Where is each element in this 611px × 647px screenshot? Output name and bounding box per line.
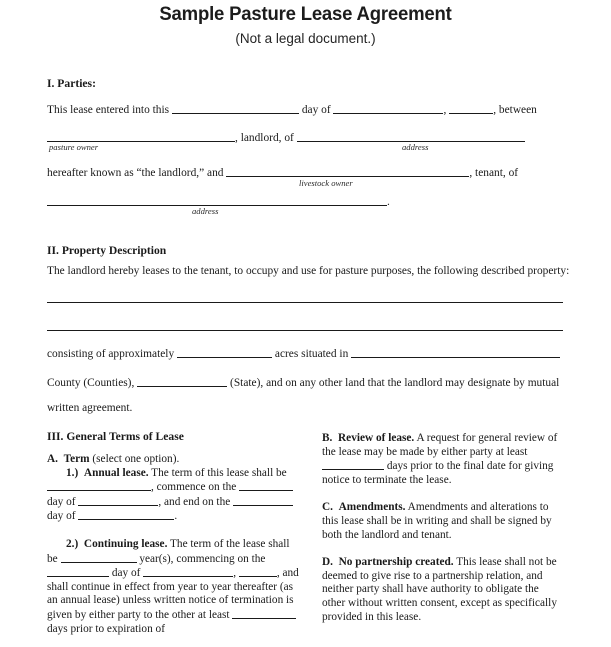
term-item-a-title: Term <box>63 453 90 465</box>
annual-end-month-blank[interactable] <box>78 509 174 520</box>
parties-line2-text-a: , landlord, of <box>235 132 294 144</box>
property-line-a-text: consisting of approximately <box>47 348 175 360</box>
section-general-terms-heading: III. General Terms of Lease <box>47 430 184 443</box>
term-item-a1-text-3: day <box>47 495 64 508</box>
parties-month-blank[interactable] <box>333 102 443 114</box>
parties-day-blank[interactable] <box>172 102 299 114</box>
term-item-a1-label: 1.) <box>66 466 79 479</box>
term-item-a2-text-7: days prior to expiration of <box>47 622 165 635</box>
term-item-c-title: Amendments. <box>338 501 406 514</box>
continuing-commence-day-blank[interactable] <box>47 566 109 577</box>
parties-landlord-address-blank[interactable] <box>297 130 525 142</box>
term-item-a1-text-2: , commence on the <box>151 481 237 494</box>
term-item-a-rest: (select one option). <box>89 453 180 465</box>
term-item-a2-text-1: The term of the lease shall be <box>47 537 290 565</box>
term-item-a2-text-4: of <box>130 567 141 580</box>
general-terms-left-column <box>47 430 303 647</box>
property-blank-line-1[interactable] <box>47 302 563 303</box>
general-terms-right-column <box>322 430 563 635</box>
parties-line4-period: . <box>387 196 390 208</box>
term-item-a2-text-6: , and shall continue in effect from year to year thereafter (as an annual lease) unless written notice of termination is given by either party to the other at least <box>47 567 299 621</box>
term-item-c-label: C. <box>322 501 333 514</box>
parties-tenant-blank[interactable] <box>226 165 469 177</box>
continuing-years-blank[interactable] <box>61 552 137 563</box>
title-block <box>0 0 611 47</box>
term-item-d-label: D. <box>322 556 333 569</box>
term-item-a <box>47 453 303 467</box>
parties-year-blank[interactable] <box>449 102 493 114</box>
term-item-a1-title: Annual lease. <box>83 466 149 479</box>
property-situated-blank[interactable] <box>351 346 560 358</box>
page-subtitle: (Not a legal document.) <box>235 31 376 46</box>
parties-line-2 <box>47 130 525 144</box>
continuing-year-blank[interactable] <box>239 566 277 577</box>
term-item-a-label: A. <box>47 453 58 465</box>
term-item-a1-text-1: The term of this lease shall be <box>148 466 287 479</box>
annual-end-day-blank[interactable] <box>233 495 293 506</box>
property-line-county <box>47 375 559 389</box>
term-item-a1-annual <box>47 467 303 524</box>
parties-line1-comma: , <box>443 104 447 116</box>
term-item-a2-text-3: day <box>111 567 129 580</box>
property-line-c-text: County (Counties), <box>47 377 135 389</box>
term-item-b-review <box>322 432 563 487</box>
caption-pasture-owner: pasture owner <box>49 142 99 152</box>
parties-line-4 <box>47 194 390 208</box>
section-parties-heading: I. Parties: <box>47 77 96 90</box>
property-intro: The landlord hereby leases to the tenant, to occupy and use for pasture purposes, the following described property: <box>47 265 570 277</box>
caption-address-landlord: address <box>402 142 429 152</box>
term-item-d-title: No partnership created. <box>338 556 454 569</box>
property-line-b-text: acres situated in <box>274 348 349 360</box>
parties-line1-text-d: , between <box>493 104 537 116</box>
property-line-acres <box>47 346 560 360</box>
parties-line-3 <box>47 165 518 179</box>
term-item-c-text-1: Amendments and alterations to this lease shall be in writing and shall be signed by both the landlord and tenant. <box>322 501 552 541</box>
term-item-b-title: Review of lease. <box>338 432 415 444</box>
term-item-d-no-partnership <box>322 556 563 624</box>
review-days-blank[interactable] <box>322 459 384 470</box>
property-state-blank[interactable] <box>137 375 227 387</box>
term-item-a2-continuing <box>47 538 303 636</box>
property-line-d-text: (State), and on any other land that the landlord may designate by mutual <box>230 377 560 389</box>
term-item-b-text-1: A request for general review of the lease may be made by either party at least <box>322 432 558 458</box>
parties-line3-text-b: , tenant, of <box>469 167 519 179</box>
term-item-b-text-2: days prior to the final date for giving notice to terminate the lease. <box>322 460 554 486</box>
term-item-a1-text-6: day of <box>47 510 76 523</box>
term-item-c-amendments <box>322 501 563 542</box>
general-terms-columns <box>47 430 563 635</box>
caption-livestock-owner: livestock owner <box>299 178 353 188</box>
parties-landlord-blank[interactable] <box>47 130 235 142</box>
term-item-a1-text-4: of <box>66 495 76 508</box>
term-item-a1-text-7: . <box>174 510 178 523</box>
parties-line1-text-a: This lease entered into this <box>47 104 170 116</box>
continuing-commence-month-blank[interactable] <box>143 566 233 577</box>
continuing-notice-days-blank[interactable] <box>232 608 296 619</box>
annual-term-blank[interactable] <box>47 480 151 491</box>
term-item-b-label: B. <box>322 432 333 444</box>
parties-line-1 <box>47 102 537 116</box>
property-line-written-agreement: written agreement. <box>47 402 133 414</box>
page-title: Sample Pasture Lease Agreement <box>159 3 452 25</box>
parties-line1-text-b: day of <box>301 104 331 116</box>
property-acres-blank[interactable] <box>177 346 272 358</box>
term-item-d-text-1: This lease shall not be deemed to give rise to a partnership relation, and neither party shall have authority to obligate the other without written consent, except as specifically provided in this lease. <box>322 556 557 623</box>
parties-tenant-address-blank[interactable] <box>47 194 387 206</box>
caption-address-tenant: address <box>192 206 219 216</box>
property-blank-line-2[interactable] <box>47 330 563 331</box>
term-item-a2-text-2: year(s), commencing on the <box>139 552 266 565</box>
annual-commence-month-blank[interactable] <box>78 495 158 506</box>
annual-commence-day-blank[interactable] <box>239 480 293 491</box>
term-item-a2-label: 2.) <box>66 537 79 550</box>
term-item-a1-text-5: , and end on the <box>158 495 231 508</box>
parties-line3-text-a: hereafter known as “the landlord,” and <box>47 167 224 179</box>
term-item-a2-title: Continuing lease. <box>83 537 168 550</box>
term-item-a2-text-5: , <box>233 567 237 580</box>
section-property-heading: II. Property Description <box>47 244 167 257</box>
